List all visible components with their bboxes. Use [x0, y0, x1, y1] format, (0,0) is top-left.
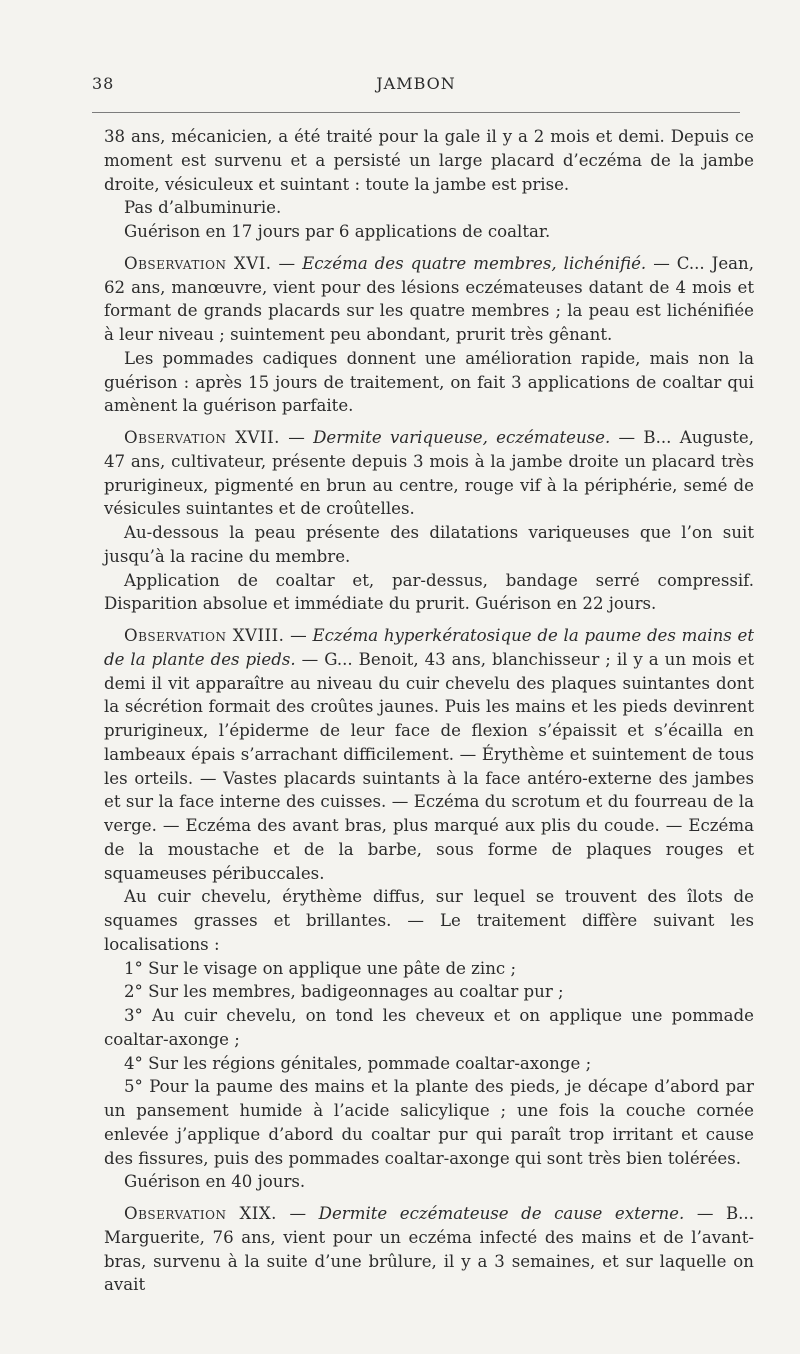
page-header [92, 74, 740, 100]
observation-19 [104, 1202, 754, 1297]
observation-17-sep: — [279, 428, 314, 447]
paragraph-albuminuria: Pas d’albuminurie. [124, 198, 282, 218]
observation-19-text: — B... Marguerite, 76 ans, vient pour un eczéma infecté des mains et de l’avant-bras, survenu à la suite d’une brûlure, il y a 3 semaines, et sur laquelle on avait [104, 1204, 754, 1295]
list-item-5: 5° Pour la paume des mains et la plante des pieds, je décape d’abord par un pansement humide à l’acide salicylique ; une fois la couche cornée enlevée j’applique d’abord du coaltar pur qui paraît trop irritant et cause des fissures, puis des pommades coaltar-axonge qui sont très bien tolérées. [104, 1077, 754, 1168]
page-number: 38 [92, 74, 115, 93]
paragraph-healing-17: Guérison en 17 jours par 6 applications de coaltar. [124, 222, 551, 241]
observation-16-title: Eczéma des quatre membres, lichénifié. [302, 253, 647, 273]
list-item-2: 2° Sur les membres, badigeonnages au coaltar pur ; [124, 982, 564, 1002]
paragraph-varicose: Au-dessous la peau présente des dilatations variqueuses que l’on suit jusqu’à la racine du membre. [104, 523, 754, 566]
running-title: JAMBON [376, 74, 456, 93]
observation-17 [104, 426, 754, 521]
observation-16-label: Observation XVI. [124, 253, 272, 273]
observation-19-label: Observation XIX. [124, 1204, 277, 1223]
list-item-4: 4° Sur les régions génitales, pommade coaltar-axonge ; [124, 1053, 592, 1073]
observation-18 [104, 624, 754, 885]
paragraph-continuation: 38 ans, mécanicien, a été traité pour la gale il y a 2 mois et demi. Depuis ce moment est survenu et a persisté un large placard d’eczéma de la jambe droite, vésiculeux et suintant : toute la jambe est prise. [104, 127, 754, 194]
observation-19-title: Dermite eczémateuse de cause externe. [318, 1204, 685, 1223]
observation-17-label: Observation XVII. [124, 428, 280, 447]
observation-17-title: Dermite variqueuse, eczémateuse. [313, 428, 611, 447]
observation-16-text: — C... Jean, 62 ans, manœuvre, vient pour des lésions eczémateuses datant de 4 mois et formant de grands placards sur les quatre membres ; la peau est lichénifiée à leur niveau ; suintement peu abondant, prurit très gênant. [104, 253, 754, 344]
paragraph-compression: Application de coaltar et, par-dessus, bandage serré compressif. Disparition absolue et immédiate du prurit. Guérison en 22 jours. [104, 570, 754, 614]
observation-19-sep: — [276, 1204, 319, 1223]
observation-18-label: Observation XVIII. [124, 626, 285, 645]
list-item-1: 1° Sur le visage on applique une pâte de zinc ; [124, 958, 517, 978]
body-text [104, 125, 754, 1297]
observation-16-sep: — [271, 253, 303, 273]
list-item-3: 3° Au cuir chevelu, on tond les cheveux et on applique une pommade coaltar-axonge ; [104, 1006, 754, 1049]
header-rule [92, 112, 740, 113]
observation-16 [104, 252, 754, 347]
observation-17-text: — B... Auguste, 47 ans, cultivateur, présente depuis 3 mois à la jambe droite un placard très prurigineux, pigmenté en brun au centre, rouge vif à la périphérie, semé de vésicules suintantes et de croûtelles. [104, 428, 754, 519]
paragraph-cadic-ointments: Les pommades cadiques donnent une amélioration rapide, mais non la guérison : après 15 jours de traitement, on fait 3 applications de coaltar qui amènent la guérison parfaite. [104, 348, 754, 416]
observation-18-title: Eczéma hyperkératosique de la paume des mains et de la plante des pieds. [104, 626, 754, 669]
observation-18-text: — G... Benoit, 43 ans, blanchisseur ; il y a un mois et demi il vit apparaître au niveau du cuir chevelu des plaques suintantes dont la sécrétion formait des croûtes jaunes. Puis les mains et les pieds devinrent prurigineux, l’épiderme de leur face de flexion s’épaissit et s’écailla en lambeaux épais s’arrachant difficilement. — Érythème et suintement de tous les orteils. — Vastes placards suintants à la face antéro-externe des jambes et sur la face interne des cuisses. — Eczéma du scrotum et du fourreau de la verge. — Eczéma des avant bras, plus marqué aux plis du coude. — Eczéma de la moustache et de la barbe, sous forme de plaques rouges et squameuses péribuccales. [104, 649, 755, 883]
paragraph-healing-40: Guérison en 40 jours. [124, 1172, 306, 1192]
paragraph-scalp: Au cuir chevelu, érythème diffus, sur lequel se trouvent des îlots de squames grasses et brillantes. — Le traitement diffère suivant les localisations : [104, 887, 754, 954]
observation-18-sep: — [284, 626, 313, 645]
